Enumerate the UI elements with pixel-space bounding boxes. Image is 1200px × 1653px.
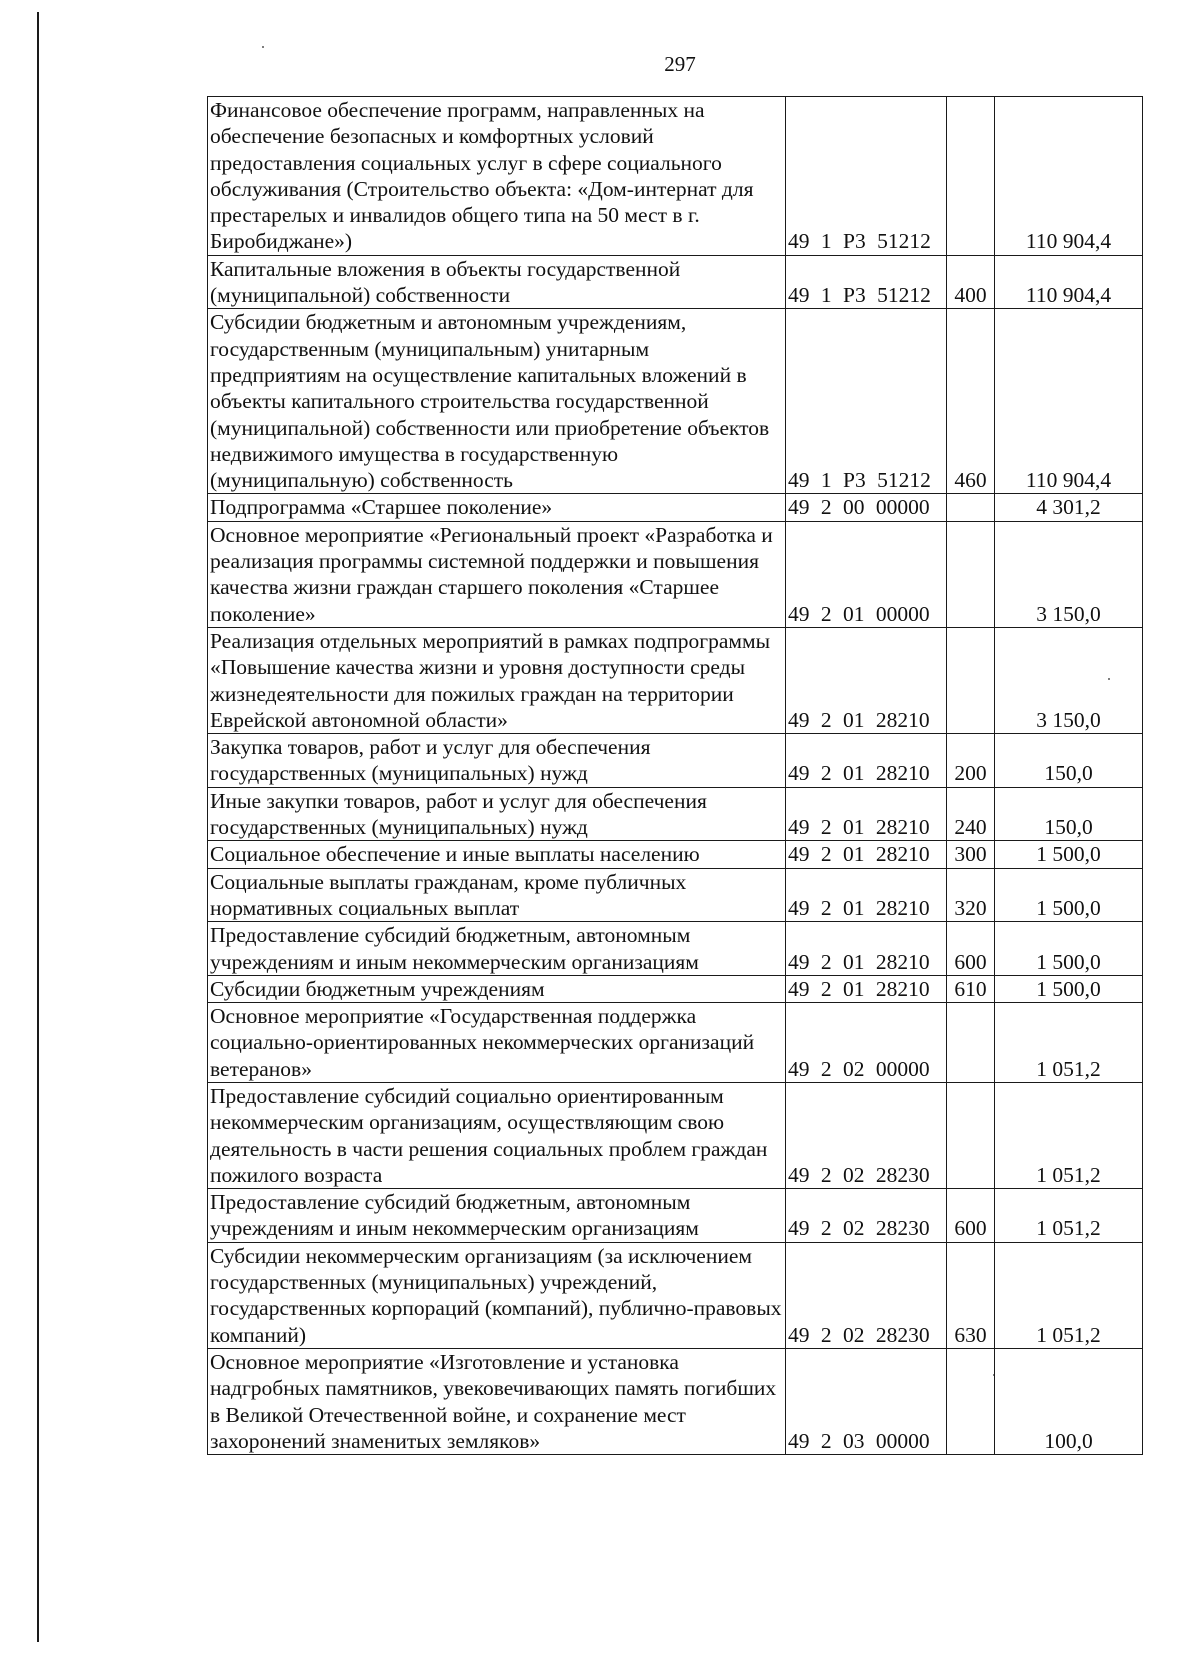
- row-expense-type: 610: [947, 975, 995, 1002]
- row-target-article: 49 2 01 28210: [786, 922, 947, 976]
- row-amount: 1 500,0: [995, 975, 1143, 1002]
- row-target-article: 49 2 02 00000: [786, 1003, 947, 1083]
- table-row: [208, 868, 1143, 922]
- row-target-article: 49 2 03 00000: [786, 1348, 947, 1454]
- row-target-article: 49 2 02 28230: [786, 1242, 947, 1348]
- table-row: [208, 309, 1143, 494]
- row-amount: 1 500,0: [995, 922, 1143, 976]
- row-expense-type: 460: [947, 309, 995, 494]
- row-amount: 110 904,4: [995, 309, 1143, 494]
- row-expense-type: 600: [947, 922, 995, 976]
- binding-edge-line: [37, 12, 39, 1642]
- row-name: Социальное обеспечение и иные выплаты населению: [208, 841, 786, 868]
- table-row: [208, 627, 1143, 733]
- row-expense-type: 200: [947, 734, 995, 788]
- budget-table: [207, 96, 1143, 1455]
- table-row: [208, 97, 1143, 256]
- row-target-article: 49 2 01 28210: [786, 734, 947, 788]
- table-row: [208, 521, 1143, 627]
- row-amount: 100,0: [995, 1348, 1143, 1454]
- row-target-article: 49 2 01 28210: [786, 787, 947, 841]
- row-expense-type: 240: [947, 787, 995, 841]
- table-row: [208, 1348, 1143, 1454]
- row-amount: 3 150,0: [995, 627, 1143, 733]
- row-expense-type: 300: [947, 841, 995, 868]
- row-name: Субсидии некоммерческим организациям (за исключением государственных (муниципальных) учреждений, государственных корпораций (компаний), публично-правовых компаний): [208, 1242, 786, 1348]
- row-expense-type: [947, 627, 995, 733]
- table-row: [208, 1242, 1143, 1348]
- row-amount: 3 150,0: [995, 521, 1143, 627]
- row-target-article: 49 2 01 28210: [786, 627, 947, 733]
- row-target-article: 49 2 01 28210: [786, 841, 947, 868]
- row-expense-type: 630: [947, 1242, 995, 1348]
- row-target-article: 49 2 02 28230: [786, 1082, 947, 1188]
- row-amount: 1 051,2: [995, 1082, 1143, 1188]
- row-amount: 1 051,2: [995, 1242, 1143, 1348]
- row-target-article: 49 2 00 00000: [786, 494, 947, 521]
- row-name: Субсидии бюджетным и автономным учреждениям, государственным (муниципальным) унитарным предприятиям на осуществление капитальных вложений в объекты капитального строительства государственной (муниципальной) собственности или приобретение объектов недвижимого имущества в государственную (муниципальную) собственность: [208, 309, 786, 494]
- row-target-article: 49 1 Р3 51212: [786, 309, 947, 494]
- row-amount: 1 500,0: [995, 841, 1143, 868]
- row-name: Иные закупки товаров, работ и услуг для обеспечения государственных (муниципальных) нужд: [208, 787, 786, 841]
- row-amount: 150,0: [995, 787, 1143, 841]
- row-amount: 1 051,2: [995, 1003, 1143, 1083]
- row-expense-type: 600: [947, 1189, 995, 1243]
- row-amount: 4 301,2: [995, 494, 1143, 521]
- row-amount: 110 904,4: [995, 97, 1143, 256]
- row-name: Социальные выплаты гражданам, кроме публичных нормативных социальных выплат: [208, 868, 786, 922]
- table-row: [208, 1189, 1143, 1243]
- table-row: [208, 255, 1143, 309]
- row-name: Закупка товаров, работ и услуг для обеспечения государственных (муниципальных) нужд: [208, 734, 786, 788]
- row-name: Реализация отдельных мероприятий в рамках подпрограммы «Повышение качества жизни и уровня доступности среды жизнедеятельности для пожилых граждан на территории Еврейской автономной области»: [208, 627, 786, 733]
- row-amount: 1 051,2: [995, 1189, 1143, 1243]
- table-row: [208, 1003, 1143, 1083]
- row-target-article: 49 2 01 28210: [786, 975, 947, 1002]
- row-target-article: 49 1 Р3 51212: [786, 97, 947, 256]
- row-name: Финансовое обеспечение программ, направленных на обеспечение безопасных и комфортных условий предоставления социальных услуг в сфере социального обслуживания (Строительство объекта: «Дом-интернат для престарелых и инвалидов общего типа на 50 мест в г. Биробиджане»): [208, 97, 786, 256]
- row-name: Основное мероприятие «Региональный проект «Разработка и реализация программы системной поддержки и повышения качества жизни граждан старшего поколения «Старшее поколение»: [208, 521, 786, 627]
- row-target-article: 49 2 01 00000: [786, 521, 947, 627]
- row-target-article: 49 2 01 28210: [786, 868, 947, 922]
- row-amount: 1 500,0: [995, 868, 1143, 922]
- row-amount: 150,0: [995, 734, 1143, 788]
- row-amount: 110 904,4: [995, 255, 1143, 309]
- row-target-article: 49 2 02 28230: [786, 1189, 947, 1243]
- row-name: Предоставление субсидий бюджетным, автономным учреждениям и иным некоммерческим организациям: [208, 922, 786, 976]
- row-expense-type: 400: [947, 255, 995, 309]
- row-name: Основное мероприятие «Изготовление и установка надгробных памятников, увековечивающих память погибших в Великой Отечественной войне, и сохранение мест захоронений знаменитых земляков»: [208, 1348, 786, 1454]
- row-target-article: 49 1 Р3 51212: [786, 255, 947, 309]
- row-name: Предоставление субсидий бюджетным, автономным учреждениям и иным некоммерческим организациям: [208, 1189, 786, 1243]
- row-expense-type: [947, 1003, 995, 1083]
- scan-speck: [262, 46, 264, 48]
- table-row: [208, 922, 1143, 976]
- table-row: [208, 975, 1143, 1002]
- row-name: Предоставление субсидий социально ориентированным некоммерческим организациям, осуществляющим свою деятельность в части решения социальных проблем граждан пожилого возраста: [208, 1082, 786, 1188]
- row-name: Основное мероприятие «Государственная поддержка социально-ориентированных некоммерческих организаций ветеранов»: [208, 1003, 786, 1083]
- table-row: [208, 841, 1143, 868]
- table-row: [208, 494, 1143, 521]
- row-name: Субсидии бюджетным учреждениям: [208, 975, 786, 1002]
- page-number: 297: [664, 52, 696, 76]
- table-row: [208, 1082, 1143, 1188]
- row-name: Подпрограмма «Старшее поколение»: [208, 494, 786, 521]
- row-expense-type: [947, 1082, 995, 1188]
- table-row: [208, 787, 1143, 841]
- row-expense-type: [947, 97, 995, 256]
- row-expense-type: [947, 494, 995, 521]
- row-expense-type: [947, 521, 995, 627]
- row-expense-type: 320: [947, 868, 995, 922]
- table-row: [208, 734, 1143, 788]
- row-name: Капитальные вложения в объекты государственной (муниципальной) собственности: [208, 255, 786, 309]
- row-expense-type: [947, 1348, 995, 1454]
